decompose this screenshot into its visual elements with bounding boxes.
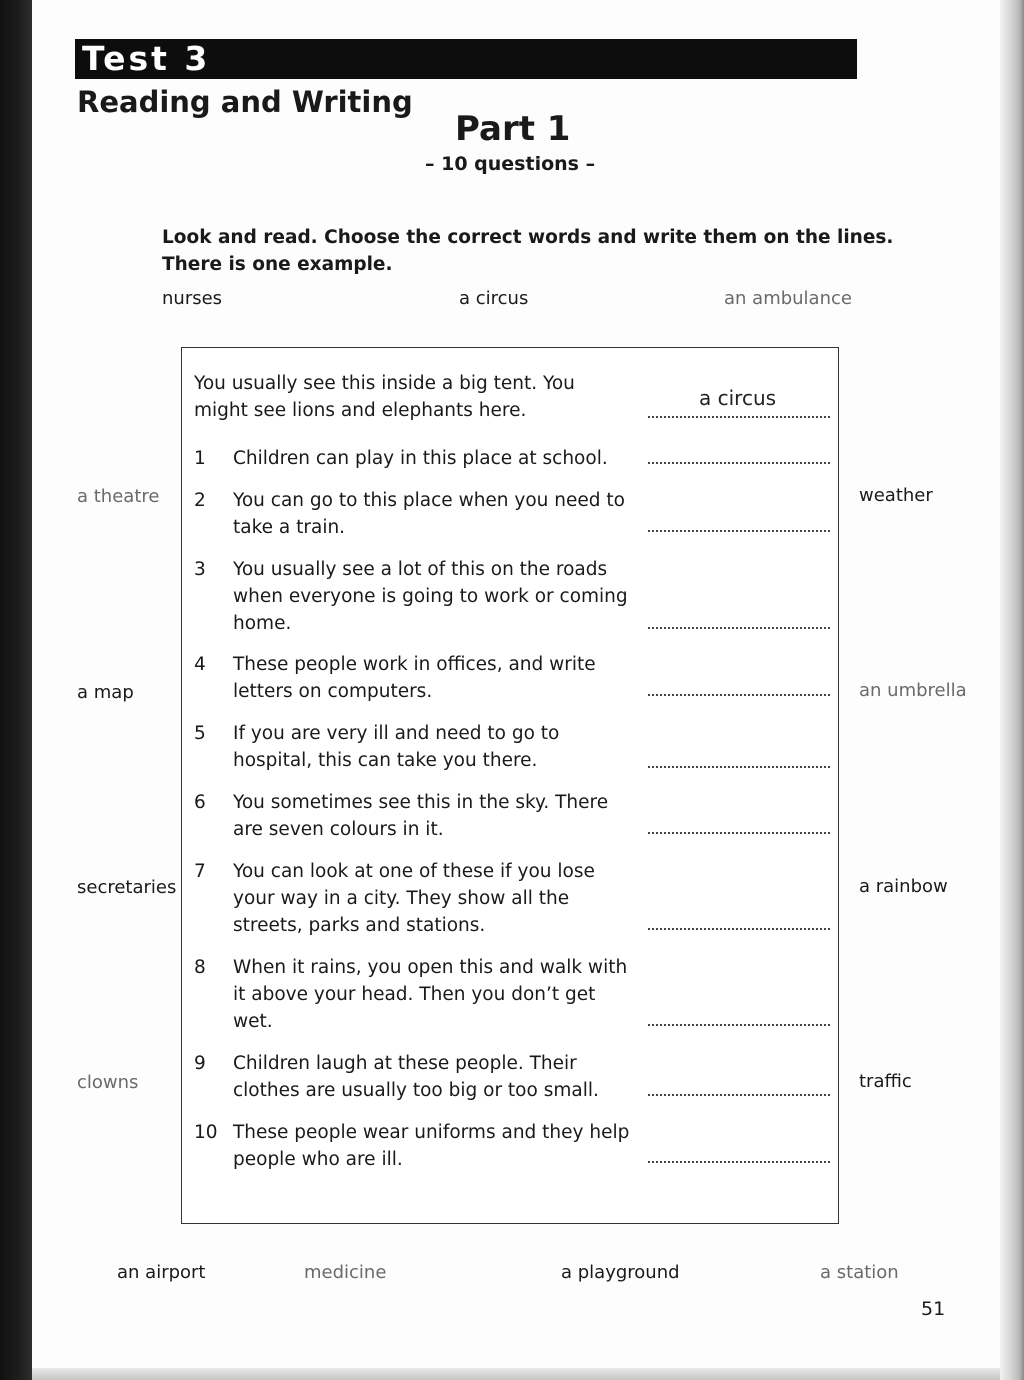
word-bank-item: nurses: [162, 288, 223, 309]
question-number: 3: [194, 559, 206, 580]
question-number: 1: [194, 448, 206, 469]
question-number: 2: [194, 490, 206, 511]
example-question: You usually see this inside a big tent. You might see lions and elephants here.: [194, 373, 575, 421]
question-text: You sometimes see this in the sky. There are seven colours in it.: [233, 792, 609, 840]
part-title: Part 1: [455, 109, 571, 149]
question-number: 6: [194, 792, 206, 813]
answer-line-8[interactable]: [648, 1024, 830, 1026]
instructions-line: Look and read. Choose the correct words and write them on the lines.: [162, 227, 894, 248]
part-subtitle: – 10 questions –: [425, 153, 596, 175]
answer-line-7[interactable]: [648, 928, 830, 930]
word-bank-item: a theatre: [77, 486, 160, 507]
page-number: 51: [921, 1298, 946, 1320]
scan-edge-right: [1000, 0, 1024, 1380]
word-bank-item: a circus: [459, 288, 529, 309]
scan-edge-bottom: [32, 1368, 1000, 1380]
questions-box: [181, 347, 839, 1224]
word-bank-item: an airport: [117, 1262, 206, 1283]
question-text: You can go to this place when you need to take a train.: [233, 490, 625, 538]
question-number: 9: [194, 1053, 206, 1074]
instructions: [162, 224, 894, 278]
instructions-line: There is one example.: [162, 254, 393, 275]
question-text: When it rains, you open this and walk with it above your head. Then you don’t get wet.: [233, 957, 628, 1032]
answer-line-6[interactable]: [648, 832, 830, 834]
question-number: 8: [194, 957, 206, 978]
question-text: Children can play in this place at school.: [233, 448, 608, 469]
question-text: Children laugh at these people. Their clothes are usually too big or too small.: [233, 1053, 599, 1101]
question-text: These people wear uniforms and they help people who are ill.: [233, 1122, 630, 1170]
word-bank-item: traffic: [859, 1071, 912, 1092]
word-bank-item: a map: [77, 682, 134, 703]
word-bank-item: a playground: [561, 1262, 680, 1283]
question-text: If you are very ill and need to go to hospital, this can take you there.: [233, 723, 560, 771]
answer-line-4[interactable]: [648, 694, 830, 696]
word-bank-item: clowns: [77, 1072, 139, 1093]
section-title: Reading and Writing: [77, 85, 413, 119]
word-bank-item: weather: [859, 485, 933, 506]
answer-line-1[interactable]: [648, 462, 830, 464]
answer-line-9[interactable]: [648, 1094, 830, 1096]
answer-line-3[interactable]: [648, 627, 830, 629]
answer-line-10[interactable]: [648, 1161, 830, 1163]
question-text: These people work in offices, and write letters on computers.: [233, 654, 596, 702]
answer-line-5[interactable]: [648, 766, 830, 768]
question-number: 5: [194, 723, 206, 744]
question-text: You usually see a lot of this on the roads when everyone is going to work or coming home.: [233, 559, 628, 634]
word-bank-item: an ambulance: [724, 288, 852, 309]
question-number: 7: [194, 861, 206, 882]
test-title: Test 3: [82, 39, 211, 78]
word-bank-item: an umbrella: [859, 680, 967, 701]
example-answer: a circus: [699, 386, 777, 410]
word-bank-item: secretaries: [77, 877, 177, 898]
word-bank-item: a rainbow: [859, 876, 948, 897]
word-bank-item: a station: [820, 1262, 899, 1283]
answer-line-2[interactable]: [648, 530, 830, 532]
word-bank-item: medicine: [304, 1262, 387, 1283]
question-number: 10: [194, 1122, 218, 1143]
question-text: You can look at one of these if you lose your way in a city. They show all the streets, parks and stations.: [233, 861, 595, 936]
question-number: 4: [194, 654, 206, 675]
scan-edge-left: [0, 0, 32, 1380]
test-title-bar: [75, 39, 857, 79]
answer-line-example: [648, 416, 830, 418]
